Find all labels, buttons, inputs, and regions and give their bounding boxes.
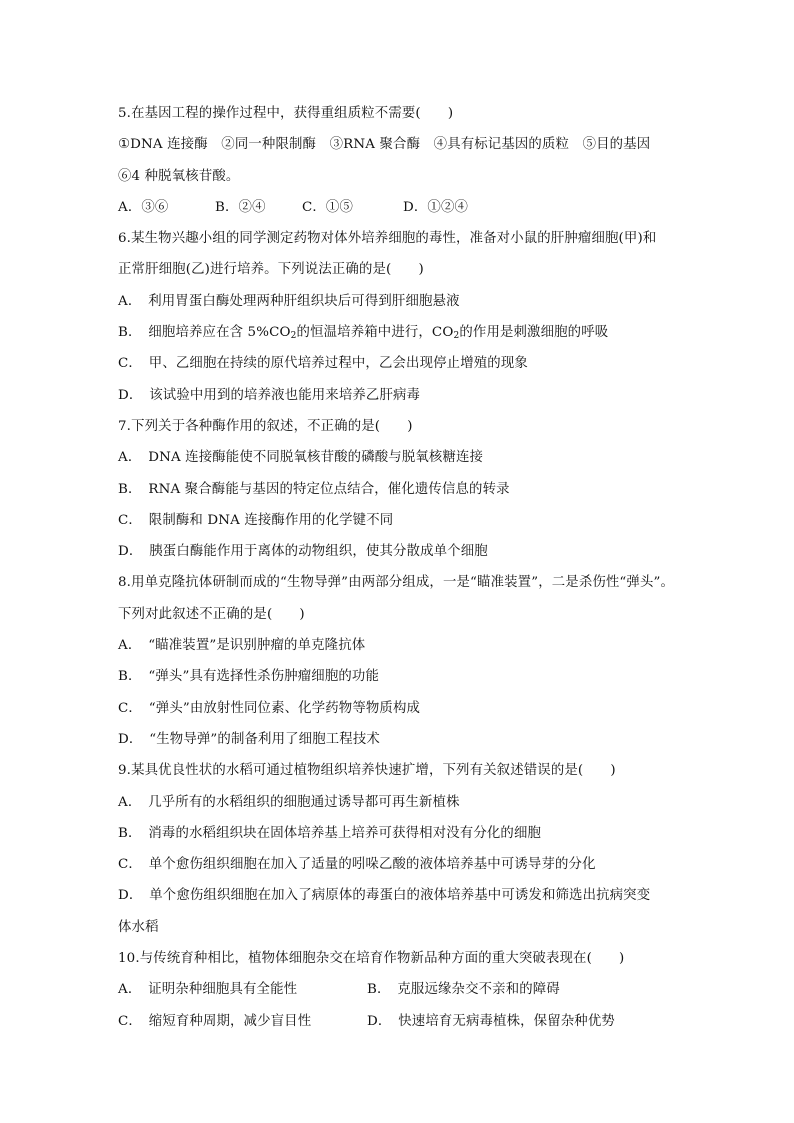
q8-option-c: C． “弹头”由放射性同位素、化学药物等物质构成 bbox=[118, 700, 421, 716]
q8-option-d: D． “生物导弹”的制备利用了细胞工程技术 bbox=[118, 731, 380, 747]
q9-option-b: B． 消毒的水稻组织块在固体培养基上培养可获得相对没有分化的细胞 bbox=[118, 825, 542, 841]
q9-option-a: A． 几乎所有的水稻组织的细胞通过诱导都可再生新植株 bbox=[118, 794, 460, 810]
subscript-2: 2 bbox=[290, 331, 297, 342]
q6-option-b-part2: 的恒温培养箱中进行，CO bbox=[296, 325, 454, 341]
q8-option-b: B． “弹头”具有选择性杀伤肿瘤细胞的功能 bbox=[118, 669, 380, 685]
q9-option-d-line1: D． 单个愈伤组织细胞在加入了病原体的毒蛋白的液体培养基中可诱发和筛选出抗病突变 bbox=[118, 888, 651, 904]
q7-option-a: A． DNA 连接酶能使不同脱氧核苷酸的磷酸与脱氧核糖连接 bbox=[118, 450, 484, 466]
q10-option-d: D． 快速培育无病毒植株，保留杂种优势 bbox=[367, 1013, 615, 1029]
q6-option-b-part1: B． 细胞培养应在含 5%CO bbox=[118, 325, 291, 341]
q10-options-row1 bbox=[118, 974, 678, 1005]
q8-stem-line2: 下列对此叙述不正确的是( ) bbox=[118, 606, 305, 622]
q5-option-b: B．②④ bbox=[215, 199, 266, 215]
q9-option-c: C． 单个愈伤组织细胞在加入了适量的吲哚乙酸的液体培养基中可诱导芽的分化 bbox=[118, 857, 596, 873]
q6-option-c: C． 甲、乙细胞在持续的原代培养过程中，乙会出现停止增殖的现象 bbox=[118, 356, 528, 372]
q5-option-c: C．①⑤ bbox=[302, 199, 354, 215]
q10-option-b: B． 克服远缘杂交不亲和的障碍 bbox=[367, 982, 560, 998]
q6-option-b bbox=[118, 317, 678, 348]
q7-option-d: D． 胰蛋白酶能作用于离体的动物组织，使其分散成单个细胞 bbox=[118, 544, 488, 560]
q9-stem: 9.某具优良性状的水稻可通过植物组织培养快速扩增，下列有关叙述错误的是( ) bbox=[118, 763, 616, 779]
q5-items-line2: ⑥4 种脱氧核苷酸。 bbox=[118, 168, 240, 184]
q5-options bbox=[118, 192, 678, 223]
q6-option-a: A． 利用胃蛋白酶处理两种肝组织块后可得到肝细胞悬液 bbox=[118, 293, 460, 309]
q5-option-d: D．①②④ bbox=[403, 199, 469, 215]
q10-stem: 10.与传统育种相比，植物体细胞杂交在培育作物新品种方面的重大突破表现在( ) bbox=[118, 951, 625, 967]
exam-page bbox=[118, 98, 678, 1037]
q10-option-c: C． 缩短育种周期，减少盲目性 bbox=[118, 1013, 312, 1029]
q7-option-c: C． 限制酶和 DNA 连接酶作用的化学键不同 bbox=[118, 512, 394, 528]
q6-option-d: D． 该试验中用到的培养液也能用来培养乙肝病毒 bbox=[118, 387, 421, 403]
q8-option-a: A． “瞄准装置”是识别肿瘤的单克隆抗体 bbox=[118, 638, 366, 654]
q10-option-a: A． 证明杂种细胞具有全能性 bbox=[118, 982, 298, 998]
q6-option-b-part3: 的作用是刺激细胞的呼吸 bbox=[459, 325, 609, 341]
q5-stem: 5.在基因工程的操作过程中，获得重组质粒不需要( ) bbox=[118, 106, 454, 121]
q6-stem-line2: 正常肝细胞(乙)进行培养。下列说法正确的是( ) bbox=[118, 262, 424, 278]
q7-option-b: B． RNA 聚合酶能与基因的特定位点结合，催化遗传信息的转录 bbox=[118, 481, 510, 497]
q7-stem: 7.下列关于各种酶作用的叙述，不正确的是( ) bbox=[118, 418, 413, 434]
q5-option-a: A．③⑥ bbox=[118, 199, 169, 215]
q8-stem-line1: 8.用单克隆抗体研制而成的“生物导弹”由两部分组成，一是“瞄准装置”，二是杀伤性“弹头”。 bbox=[118, 575, 675, 591]
q6-stem-line1: 6.某生物兴趣小组的同学测定药物对体外培养细胞的毒性，准备对小鼠的肝肿瘤细胞(甲)和 bbox=[118, 231, 657, 247]
q5-items-line1: ①DNA 连接酶 ②同一种限制酶 ③RNA 聚合酶 ④具有标记基因的质粒 ⑤目的基因 bbox=[118, 137, 651, 153]
subscript-2: 2 bbox=[453, 331, 460, 342]
q10-options-row2 bbox=[118, 1006, 678, 1037]
q9-option-d-line2: 体水稻 bbox=[118, 919, 159, 935]
